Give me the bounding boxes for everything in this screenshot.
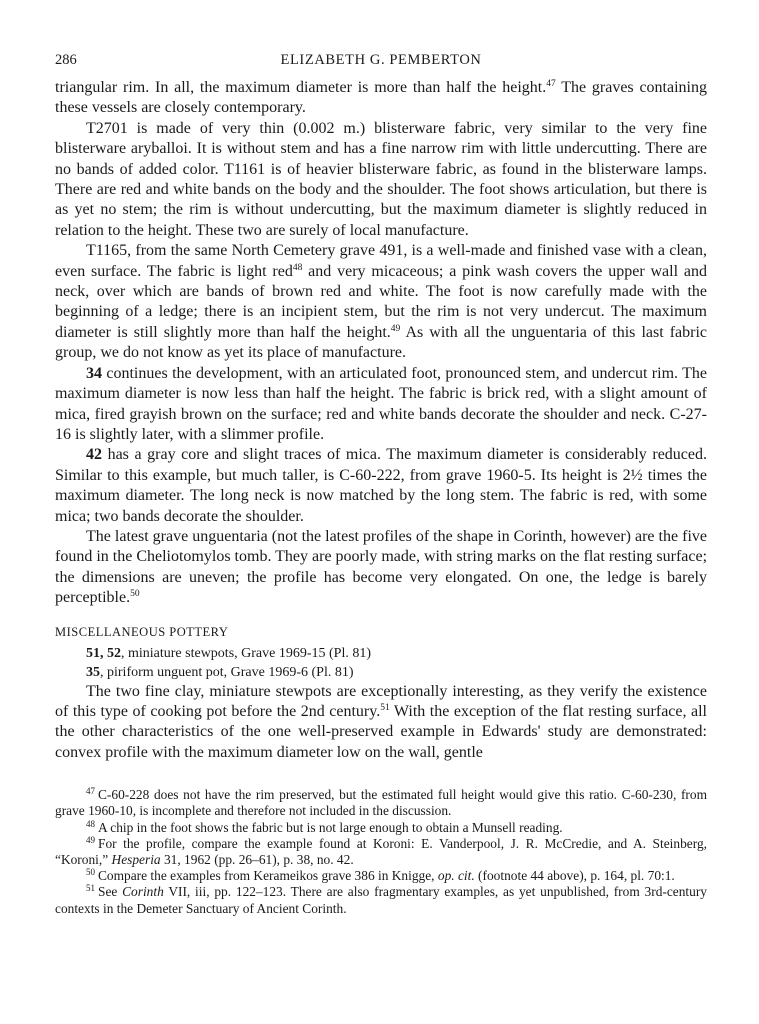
footnotes	[55, 787, 707, 917]
body-text	[55, 78, 707, 763]
page	[55, 52, 707, 917]
footnote-49: $^{49}$ For the profile, compare the example found at Koroni: E. Vanderpool, J. R. McCredie, and A. Steinberg, “Koroni,” Hesperia 31, 1962 (pp. 26–61), p. 38, no. 42.	[55, 834, 707, 867]
footnote-48: $^{48}$ A chip in the foot shows the fabric but is not large enough to obtain a Munsell reading.	[86, 818, 563, 835]
footnote-ref[interactable]: 50	[130, 589, 140, 600]
paragraph: T1165, from the same North Cemetery grave 491, is a well-made and finished vase with a clean, even surface. The fabric is light red$^{48}$ and very micaceous; a pink wash covers the upper wall and neck, over which are bands of brown red and white. The foot is now carefully made with the beginning of a ledge; there is an incipient stem, but the rim is not very undercut. The maximum diameter is still slightly more than half the height.$^{49}$ As with all the unguentaria of this last fabric group, we do not know as yet its place of manufacture.	[55, 242, 708, 362]
page-number: 286	[55, 52, 77, 68]
page-header	[55, 52, 707, 78]
paragraph: The two fine clay, miniature stewpots are exceptionally interesting, as they verify the existence of this type of cooking pot before the 2nd century.$^{51}$ With the exception of the flat resting surface, all the other characteristics of the one well-preserved example in Edwards' study are demonstrated: convex profile with the maximum diameter low on the wall, gentle	[55, 682, 708, 761]
footnote-ref[interactable]: 47	[546, 79, 556, 89]
footnote-ref[interactable]: 48	[292, 262, 303, 273]
footnote-51: $^{51}$ See Corinth VII, iii, pp. 122–123. There are also fragmentary examples, as yet unpublished, from 3rd-century contexts in the Demeter Sanctuary of Ancient Corinth.	[55, 883, 707, 916]
paragraph: T2701 is made of very thin (0.002 m.) blisterware fabric, very similar to the very fine blisterware aryballoi. It is without stem and has a fine narrow rim with little undercutting. There are no bands of added color. T1161 is of heavier blisterware fabric, as found in the blisterware lamps. There are red and white bands on the body and the shoulder. The foot shows articulation, but there is as yet no stem; the rim is without undercutting, but the maximum diameter is slightly reduced in relation to the height. These two are surely of local manufacture.	[55, 119, 707, 239]
footnote-50: $^{50}$ Compare the examples from Kerameikos grave 386 in Knigge, op. cit. (footnote 44 above), p. 164, pl. 70:1.	[86, 867, 675, 884]
catalogue-number: 34	[86, 364, 102, 382]
footnote-47: $^{47}$ C-60-228 does not have the rim preserved, but the estimated full height would give this ratio. C-60-230, from grave 1960-10, is incomplete and therefore not included in the discussion.	[55, 786, 707, 819]
footnote-ref[interactable]: 51	[380, 702, 390, 713]
catalogue-entry: 35, piriform unguent pot, Grave 1969-6 (Pl. 81)	[86, 664, 354, 680]
catalogue-number: 42	[86, 446, 102, 464]
catalogue-entry: 51, 52, miniature stewpots, Grave 1969-15 (Pl. 81)	[86, 645, 372, 661]
footnote-ref[interactable]: 49	[390, 323, 401, 334]
paragraph: triangular rim. In all, the maximum diameter is more than half the height.$^{47}$ The graves containing these vessels are closely contemporary.	[55, 79, 707, 117]
running-title: ELIZABETH G. PEMBERTON	[280, 52, 482, 68]
paragraph: 34 continues the development, with an articulated foot, pronounced stem, and undercut rim. The maximum diameter is now less than half the height. The fabric is brick red, with a slight amount of mica, fired grayish brown on the surface; red and white bands decorate the shoulder and neck. C-27-16 is slightly later, with a slimmer profile.	[55, 364, 707, 443]
section-heading: MISCELLANEOUS POTTERY	[55, 624, 229, 639]
paragraph: 42 has a gray core and slight traces of mica. The maximum diameter is considerably reduced. Similar to this example, but much taller, is C-60-222, from grave 1960-5. Its height is 2½ times the maximum diameter. The long neck is now matched by the long stem. The fabric is red, with some mica; two bands decorate the shoulder.	[55, 446, 707, 525]
paragraph: The latest grave unguentaria (not the latest profiles of the shape in Corinth, however) are the five found in the Cheliotomylos tomb. They are poorly made, with string marks on the flat resting surface; the dimensions are uneven; the profile has become very elongated. On one, the ledge is barely perceptible.$^{50}$	[55, 527, 708, 607]
